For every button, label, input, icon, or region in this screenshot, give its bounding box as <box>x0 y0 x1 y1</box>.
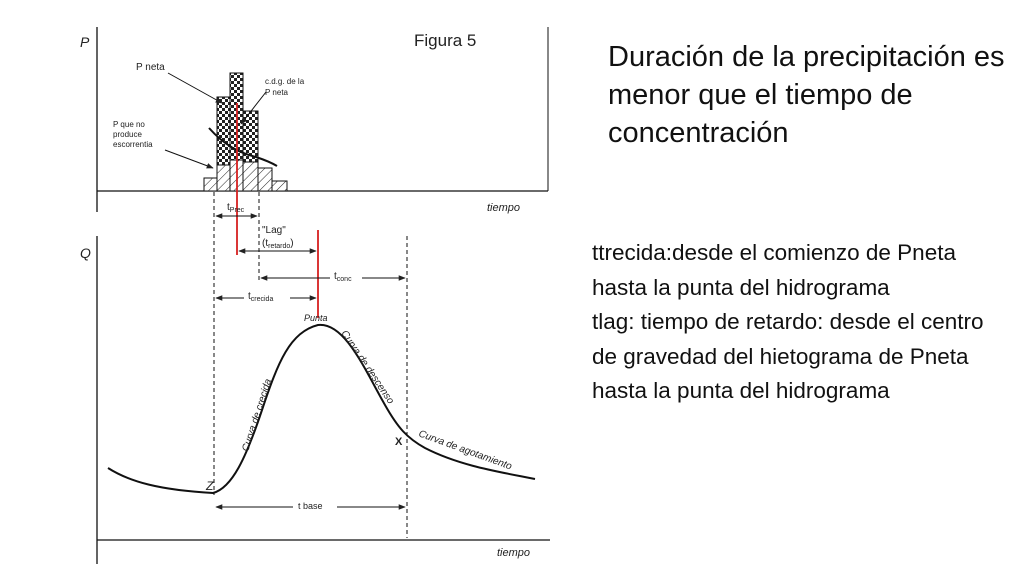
tcrecida-label: $t_{crecida}$ <box>248 291 274 303</box>
hyeto-bar-4 <box>243 162 258 191</box>
rising-limb-label: Curva de crecida <box>240 377 275 453</box>
slide-description <box>592 236 1012 409</box>
figure-title: Figura 5 <box>414 31 477 50</box>
lag-label-1: "Lag" <box>262 225 286 236</box>
description-ttrecida: ttrecida:desde el comienzo de Pneta hasta la punta del hidrograma <box>592 240 956 300</box>
tconc-label: $t_{conc}$ <box>334 271 352 283</box>
tbase-label: t base <box>298 501 323 511</box>
hyetograph-x-label: tiempo <box>487 202 521 214</box>
hyeto-bar-5 <box>258 168 272 191</box>
no-runoff-label-3: escorrentia <box>113 140 153 149</box>
recession-label: Curva de agotamiento <box>416 428 514 473</box>
cdg-label-1: c.d.g. de la <box>265 77 305 86</box>
hyeto-bar-6 <box>272 181 287 191</box>
hydrograph-curve <box>108 325 535 493</box>
lag-label-2: $(t_{retardo})$ <box>262 238 294 250</box>
slide-title: Duración de la precipitación es menor que el tiempo de concentración <box>608 41 1005 149</box>
hydrograph-y-label: Q <box>80 245 91 261</box>
hyetograph-panel <box>80 27 548 214</box>
hydrograph-panel <box>80 225 550 564</box>
pneta-bar-1 <box>217 97 230 165</box>
punta-label: Punta <box>304 313 328 323</box>
no-runoff-leader <box>165 150 213 168</box>
pneta-leader <box>168 73 222 103</box>
cdg-label-2: P neta <box>265 88 288 97</box>
pneta-label: P neta <box>136 62 165 73</box>
hydrograph-x-label: tiempo <box>497 547 531 559</box>
point-z-label: Z <box>206 479 214 493</box>
hyeto-bar-1 <box>204 178 217 191</box>
no-runoff-label-1: P que no <box>113 120 145 129</box>
point-x-label: X <box>395 436 403 448</box>
hyetograph-y-label: P <box>80 34 90 50</box>
hyeto-bar-2 <box>217 165 230 191</box>
falling-limb-label: Curva de descenso <box>338 328 396 407</box>
description-tlag: tlag: tiempo de retardo: desde el centro de gravedad del hietograma de Pneta hasta la punta del hidrograma <box>592 309 984 403</box>
tprec-label: $t_{Prec}$ <box>227 202 245 214</box>
no-runoff-label-2: produce <box>113 130 142 139</box>
